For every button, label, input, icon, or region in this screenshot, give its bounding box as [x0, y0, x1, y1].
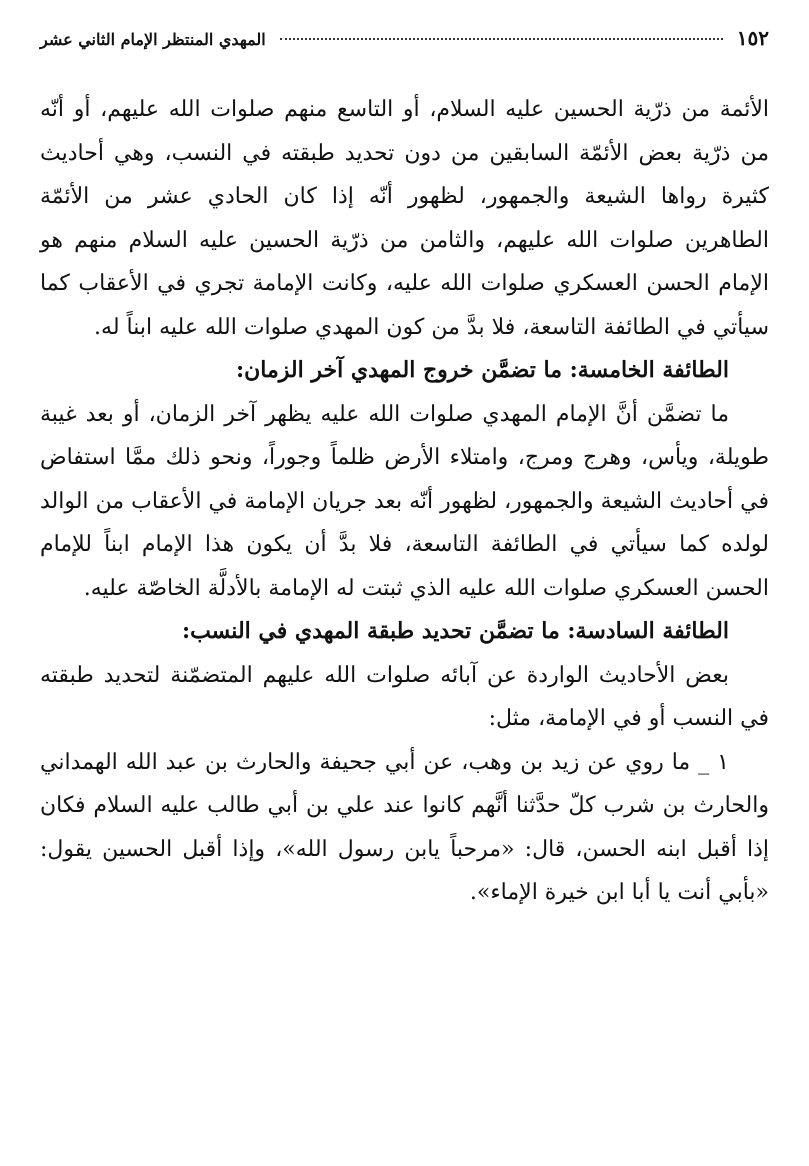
running-title: المهدي المنتظر الإمام الثاني عشر: [40, 30, 266, 49]
paragraph-narration-1: ١ _ ما روي عن زيد بن وهب، عن أبي جحيفة والحارث بن عبد الله الهمداني والحارث بن شرب كلّ حدَّثنا أنَّهم كانوا عند علي بن أبي طالب عليه السلام فكان إذا أقبل ابنه الحسن، قال: «مرحباً يابن رسول الله»، وإذا أقبل الحسين يقول: «بأبي أنت يا أبا ابن خيرة الإماء».: [40, 749, 769, 905]
paragraph-continuation: الأئمة من ذرّية الحسين عليه السلام، أو التاسع منهم صلوات الله عليهم، أو أنّه من ذرّية بعض الأئمّة السابقين من دون تحديد طبقته في النسب، وهي أحاديث كثيرة رواها الشيعة والجمهور، لظهور أنّه إذا كان الحادي عشر من الأئمّة الطاهرين صلوات الله عليهم، والثامن من ذرّية الحسين عليه السلام منهم هو الإمام الحسن العسكري صلوات الله عليه، وكانت الإمامة تجري في الأعقاب كما سيأتي في الطائفة التاسعة، فلا بدَّ من كون المهدي صلوات الله عليه ابناً له.: [40, 97, 769, 340]
running-header: [40, 26, 769, 52]
section-heading-fifth: الطائفة الخامسة: ما تضمَّن خروج المهدي آخر الزمان:: [235, 357, 729, 383]
paragraph-sixth-intro: بعض الأحاديث الواردة عن آبائه صلوات الله عليهم المتضمّنة لتحديد طبقته في النسب أو في الإمامة، مثل:: [40, 662, 769, 731]
page-body: [40, 88, 769, 915]
paragraph-fifth-group: ما تضمَّن أنَّ الإمام المهدي صلوات الله عليه يظهر آخر الزمان، أو بعد غيبة طويلة، ويأس، وهرج ومرج، وامتلاء الأرض ظلماً وجوراً، ونحو ذلك ممَّا استفاض في أحاديث الشيعة والجمهور، لظهور أنّه بعد جريان الإمامة في الأعقاب من الوالد لولده كما سيأتي في الطائفة التاسعة، فلا بدَّ أن يكون هذا الإمام ابناً للإمام الحسن العسكري صلوات الله عليه الذي ثبتت له الإمامة بالأدلَّة الخاصّة عليه.: [40, 401, 769, 601]
page-number: ١٥٢: [736, 26, 769, 50]
section-heading-sixth: الطائفة السادسة: ما تضمَّن تحديد طبقة المهدي في النسب:: [181, 618, 729, 644]
header-dot-leader: [280, 38, 723, 40]
